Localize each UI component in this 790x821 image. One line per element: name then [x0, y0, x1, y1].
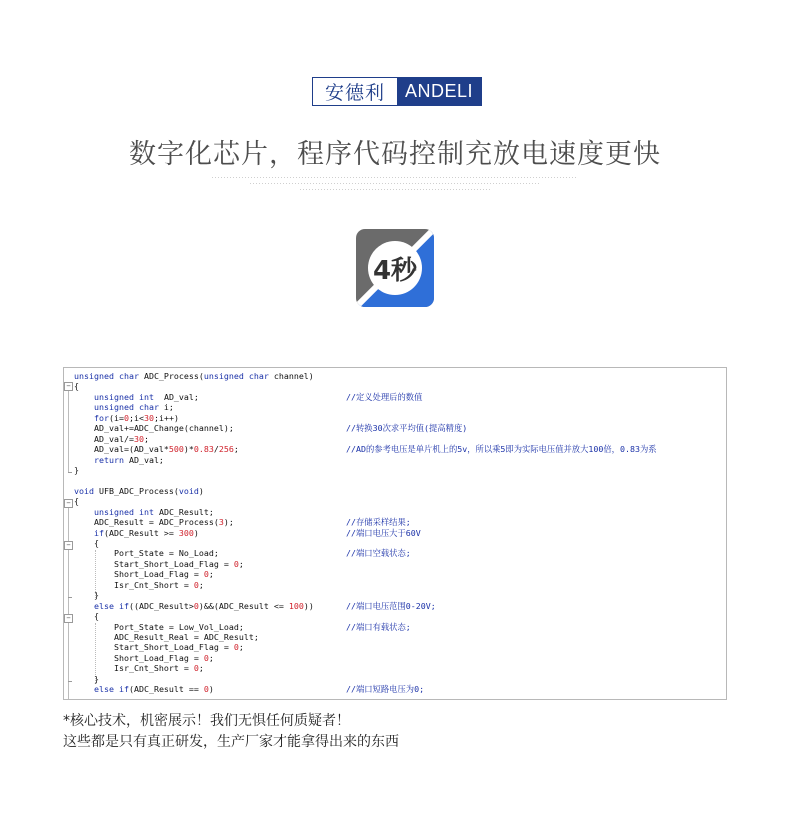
code-line	[74, 507, 726, 517]
speed-badge-label: 4秒	[372, 255, 418, 286]
code-line	[74, 622, 726, 632]
code-line-text: AD_val+=ADC_Change(channel);	[74, 423, 234, 434]
brand-logo	[312, 77, 482, 106]
page-headline: 数字化芯片，程序代码控制充放电速度更快	[129, 139, 661, 170]
code-comment: //端口短路电压为0;	[346, 684, 425, 695]
code-editor[interactable]	[63, 367, 727, 700]
code-line	[74, 684, 726, 694]
code-line-text: }	[74, 464, 79, 475]
code-line-text: Short_Load_Flag = 0;	[74, 569, 214, 580]
code-line-text: {	[74, 496, 79, 507]
code-text	[74, 371, 726, 695]
code-comment: //端口有载状态;	[346, 621, 411, 632]
code-line	[74, 538, 726, 548]
code-line	[74, 632, 726, 642]
code-comment: //AD的参考电压是单片机上的5v，所以乘5即为实际电压值并放大100倍，0.83为系	[346, 444, 657, 455]
fold-toggle-icon[interactable]: −	[64, 382, 73, 391]
code-line-text: unsigned char ADC_Process(unsigned char channel)	[74, 371, 314, 381]
code-line-text: Short_Load_Flag = 0;	[74, 652, 214, 663]
code-line-text: else if(ADC_Result == 0)	[93, 684, 214, 695]
code-line	[74, 580, 726, 590]
brand-name-cn: 安德利	[313, 78, 397, 105]
code-line	[74, 455, 726, 465]
decorative-divider	[250, 183, 540, 184]
code-line-text: Port_State = Low_Vol_Load;	[74, 621, 244, 632]
code-line-text: }	[74, 590, 99, 601]
code-line-text: Start_Short_Load_Flag = 0;	[74, 642, 244, 653]
disclaimer-line-2: 这些都是只有真正研发，生产厂家才能拿得出来的东西	[63, 734, 399, 750]
code-line	[74, 569, 726, 579]
code-line-text: void UFB_ADC_Process(void)	[74, 485, 204, 496]
code-line-text: else if((ADC_Result>0)&&(ADC_Result <= 100))	[93, 600, 314, 611]
code-comment: //端口电压范围0-20V;	[346, 600, 436, 611]
code-comment: //存储采样结果;	[346, 517, 411, 528]
decorative-divider	[212, 177, 578, 178]
code-comment: //转换30次求平均值(提高精度)	[346, 423, 468, 434]
code-line	[74, 486, 726, 496]
code-line	[74, 674, 726, 684]
code-line	[74, 528, 726, 538]
code-line	[74, 402, 726, 412]
code-line-text: unsigned char i;	[93, 402, 174, 413]
code-line	[74, 496, 726, 506]
code-line	[74, 413, 726, 423]
code-line	[74, 590, 726, 600]
code-comment: //定义处理后的数值	[346, 391, 423, 402]
code-line	[74, 423, 726, 433]
fold-gutter	[64, 368, 74, 699]
code-comment: //端口电压大于60V	[346, 527, 421, 538]
code-line	[74, 601, 726, 611]
code-comment: //端口空载状态;	[346, 548, 411, 559]
code-line-text: return AD_val;	[93, 454, 164, 465]
code-line	[74, 434, 726, 444]
code-line-text: ADC_Result_Real = ADC_Result;	[74, 631, 259, 642]
brand-name-en: ANDELI	[397, 78, 481, 105]
code-line-text: AD_val=(AD_val*500)*0.83/256;	[74, 444, 239, 455]
code-line	[74, 381, 726, 391]
fold-toggle-icon[interactable]: −	[64, 499, 73, 508]
code-line	[74, 548, 726, 558]
code-line-text: Isr_Cnt_Short = 0;	[74, 579, 204, 590]
code-line	[74, 444, 726, 454]
code-line	[74, 517, 726, 527]
code-line	[74, 559, 726, 569]
code-line	[74, 392, 726, 402]
code-line-text: unsigned int AD_val;	[93, 391, 199, 402]
code-line	[74, 371, 726, 381]
code-line-text: unsigned int ADC_Result;	[93, 506, 214, 517]
code-line	[74, 642, 726, 652]
code-line	[74, 663, 726, 673]
code-line	[74, 465, 726, 475]
code-line-text: Isr_Cnt_Short = 0;	[74, 663, 204, 674]
fold-toggle-icon[interactable]: −	[64, 541, 73, 550]
code-line-text: {	[74, 611, 99, 622]
code-line-text: AD_val/=30;	[74, 433, 149, 444]
code-line-text: {	[74, 538, 99, 548]
decorative-divider	[300, 189, 490, 190]
code-line	[74, 475, 726, 485]
code-line-text: {	[74, 381, 79, 392]
code-line-text: if(ADC_Result >= 300)	[93, 527, 199, 538]
fold-toggle-icon[interactable]: −	[64, 614, 73, 623]
code-line-text: for(i=0;i<30;i++)	[93, 412, 179, 423]
code-line	[74, 611, 726, 621]
code-line-text: ADC_Result = ADC_Process(3);	[74, 517, 234, 528]
disclaimer-line-1: *核心技术，机密展示！我们无惧任何质疑者！	[63, 713, 350, 729]
code-line	[74, 653, 726, 663]
code-line-text: Start_Short_Load_Flag = 0;	[74, 558, 244, 569]
code-line-text: }	[74, 673, 99, 684]
code-line-text: Port_State = No_Load;	[74, 548, 219, 559]
